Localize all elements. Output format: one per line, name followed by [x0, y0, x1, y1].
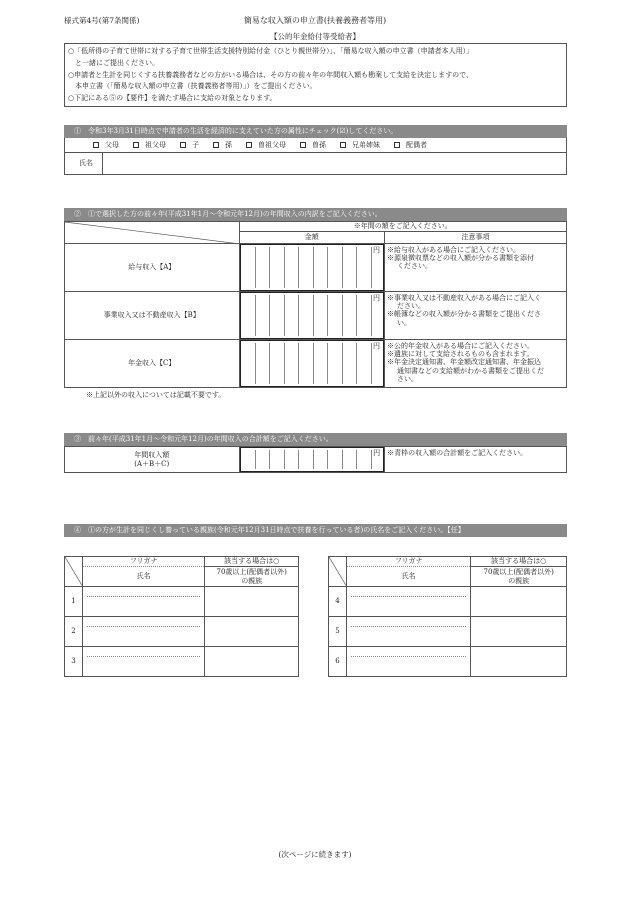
relation-checkbox-row [64, 138, 567, 153]
digit-divider [371, 450, 372, 469]
continued-footer: (次ページに続きます) [278, 850, 352, 859]
row-number: 1 [65, 587, 83, 617]
over70-header: 70歳以上(配偶者以外) の親族 [205, 567, 299, 587]
checkbox-icon[interactable] [93, 142, 99, 148]
dependent-name-field[interactable] [82, 617, 204, 647]
checkbox-icon[interactable] [300, 142, 306, 148]
checkbox-option[interactable]: 配偶者 [394, 141, 427, 150]
checkbox-icon[interactable] [394, 142, 400, 148]
checkbox-icon[interactable] [133, 142, 139, 148]
diagonal-header-cell [329, 557, 347, 587]
over70-field[interactable] [205, 587, 299, 617]
diagonal-line [65, 557, 83, 587]
furigana-header: フリガナ [346, 557, 470, 567]
section2-heading: ② ①で選択した方の前々年(平成31年1月～令和元年12月)の年間収入の内訳をご記入ください。 [64, 208, 567, 221]
document-title: 簡易な収入額の申立書(扶養義務者等用) [243, 16, 387, 25]
digit-divider [313, 247, 314, 288]
notice-box [64, 43, 567, 107]
digit-divider [327, 247, 328, 288]
diagonal-header-cell [65, 222, 240, 244]
dependents-table-right [328, 556, 567, 677]
checkbox-option[interactable]: 父母 [93, 141, 119, 150]
dependent-name-field[interactable] [346, 587, 470, 617]
name-header: 氏名 [82, 567, 204, 587]
pension-income-notes: ※公的年金収入がある場合にご記入ください。 ※遺族に対して支給されるものも含まれます。 ※年金決定通知書、年金額改定通知書、年金振込 通知書などの支給額がわかる書類をご提出くだ さい。 [385, 340, 567, 388]
row-number: 2 [65, 617, 83, 647]
checkbox-icon[interactable] [213, 142, 219, 148]
digit-divider [269, 343, 270, 384]
section4-heading: ④ ①の方が生計を同じくし養っている親族(令和元年12月31日時点で扶養を行っている者)の氏名をご記入ください。【任】 [64, 524, 567, 537]
over70-field[interactable] [205, 647, 299, 677]
business-income-label: 事業収入又は不動産収入【B】 [65, 292, 240, 340]
total-income-label: 年間収入額 (A＋B＋C) [65, 447, 240, 473]
name-header: 氏名 [346, 567, 470, 587]
digit-divider [313, 343, 314, 384]
checkbox-option[interactable]: 曽孫 [300, 141, 326, 150]
digit-divider [298, 343, 299, 384]
applicable-header: 該当する場合は○ [205, 557, 299, 567]
digit-divider [269, 247, 270, 288]
dependents-table-left [64, 556, 299, 677]
notice-line: 本申立書（「簡易な収入額の申立書（扶養義務者等用）」）をご提出ください。 [68, 82, 317, 91]
notice-line: ○申請者と生計を同じくする扶養義務者などの方がいる場合は、その方の前々年の年間収入額も勘案して支給を決定しますので、 [68, 70, 473, 79]
name-field[interactable] [104, 153, 566, 174]
digit-divider [327, 295, 328, 336]
digit-divider [255, 247, 256, 288]
document-subtitle: 【公的年金給付等受給者】 [270, 32, 360, 41]
over70-header: 70歳以上(配偶者以外) の親族 [471, 567, 567, 587]
diagonal-line [65, 222, 240, 244]
digit-divider [342, 247, 343, 288]
total-income-note: ※青枠の収入額の合計額をご記入ください。 [385, 447, 567, 473]
checkbox-option[interactable]: 兄弟姉妹 [340, 141, 380, 150]
total-income-amount[interactable]: 円 [239, 447, 385, 473]
digit-divider [298, 450, 299, 469]
diagonal-header-cell [65, 557, 83, 587]
notice-line: ○「低所得の子育て世帯に対する子育て世帯生活支援特別給付金（ひとり親世帯分）」、「簡易な収入額の申立書（申請者本人用）」 [68, 47, 474, 55]
digit-divider [313, 295, 314, 336]
digit-divider [371, 247, 372, 288]
section3-heading: ③ 前々年(平成31年1月～令和元年12月)の年間収入の合計額をご記入ください。 [64, 433, 567, 446]
checkbox-option[interactable]: 子 [180, 141, 199, 150]
diagonal-line [329, 557, 347, 587]
business-income-amount[interactable]: 円 [239, 292, 385, 340]
digit-divider [356, 343, 357, 384]
notes-column-header: 注意事項 [385, 232, 567, 244]
digit-divider [356, 450, 357, 469]
applicable-header: 該当する場合は○ [471, 557, 567, 567]
pension-income-label: 年金収入【C】 [65, 340, 240, 388]
digit-divider [356, 295, 357, 336]
income-footnote: ※上記以外の収入については記載不要です。 [86, 391, 226, 399]
form-number: 様式第4号(第7条関係) [64, 16, 140, 25]
salary-income-notes: ※給与収入がある場合にご記入ください。 ※源泉徴収票などの収入額が分かる書類を添付 ください。 [385, 244, 567, 292]
digit-divider [284, 450, 285, 469]
total-income-table [64, 446, 567, 473]
digit-divider [342, 450, 343, 469]
row-number: 3 [65, 647, 83, 677]
salary-income-amount[interactable]: 円 [239, 244, 385, 292]
digit-divider [284, 343, 285, 384]
notice-line: と一緒にご提出ください。 [68, 58, 159, 67]
digit-divider [284, 295, 285, 336]
row-number: 5 [329, 617, 347, 647]
digit-divider [371, 343, 372, 384]
business-income-notes: ※事業収入又は不動産収入がある場合にご記入く ださい。 ※帳簿などの収入額が分かる書類をご提出くださ い。 [385, 292, 567, 340]
digit-divider [298, 295, 299, 336]
notice-line: ○下記にある⑤の【要件】を満たす場合に支給の対象となります。 [68, 94, 277, 103]
over70-field[interactable] [471, 617, 567, 647]
checkbox-option[interactable]: 曽祖父母 [246, 141, 286, 150]
row-number: 4 [329, 587, 347, 617]
over70-field[interactable] [471, 647, 567, 677]
name-row [64, 153, 567, 175]
name-label: 氏名 [65, 153, 103, 174]
pension-income-amount[interactable]: 円 [239, 340, 385, 388]
checkbox-option[interactable]: 祖父母 [133, 141, 166, 150]
digit-divider [313, 450, 314, 469]
furigana-header: フリガナ [82, 557, 204, 567]
digit-divider [342, 343, 343, 384]
income-breakdown-table [64, 221, 567, 388]
over70-field[interactable] [471, 587, 567, 617]
digit-divider [255, 450, 256, 469]
digit-divider [327, 450, 328, 469]
amount-column-header: 金額 [239, 232, 385, 244]
digit-divider [284, 247, 285, 288]
salary-income-label: 給与収入【A】 [65, 244, 240, 292]
checkbox-icon[interactable] [340, 142, 346, 148]
digit-divider [371, 295, 372, 336]
over70-field[interactable] [205, 617, 299, 647]
checkbox-icon[interactable] [246, 142, 252, 148]
digit-divider [269, 295, 270, 336]
digit-divider [298, 247, 299, 288]
checkbox-icon[interactable] [180, 142, 186, 148]
dependent-name-field[interactable] [346, 617, 470, 647]
section1-heading: ① 令和3年3月31日時点で申請者の生活を経済的に支えていた方の属性にチェック(☑)してください。 [64, 125, 567, 138]
digit-divider [269, 450, 270, 469]
dependent-name-field[interactable] [82, 647, 204, 677]
dependent-name-field[interactable] [82, 587, 204, 617]
checkbox-option[interactable]: 孫 [213, 141, 232, 150]
digit-divider [356, 247, 357, 288]
annual-note: ※年間の額をご記入ください。 [239, 222, 567, 232]
digit-divider [255, 295, 256, 336]
digit-divider [255, 343, 256, 384]
dependent-name-field[interactable] [346, 647, 470, 677]
digit-divider [327, 343, 328, 384]
row-number: 6 [329, 647, 347, 677]
digit-divider [342, 295, 343, 336]
